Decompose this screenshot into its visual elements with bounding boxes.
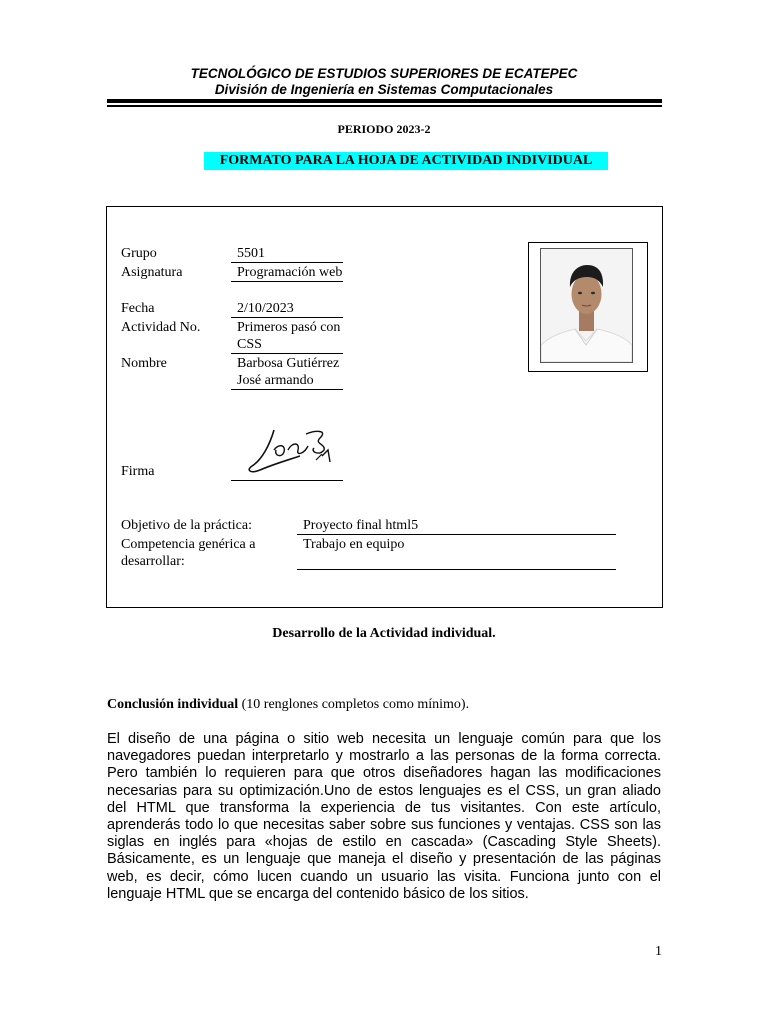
objetivo-value: Proyecto final html5	[297, 517, 616, 535]
conclusion-heading	[107, 697, 469, 713]
objetivo-label: Objetivo de la práctica:	[121, 518, 252, 533]
student-photo-icon	[540, 248, 633, 363]
institution-name: TECNOLÓGICO DE ESTUDIOS SUPERIORES DE ECATEPEC	[190, 66, 578, 81]
header-rule-thick	[107, 99, 662, 103]
competencia-value: Trabajo en equipo	[297, 536, 616, 570]
actividad-value: Primeros pasó con CSS	[231, 319, 343, 354]
actividad-label: Actividad No.	[121, 320, 201, 335]
nombre-label: Nombre	[121, 356, 167, 371]
fecha-label: Fecha	[121, 301, 155, 316]
grupo-value: 5501	[231, 245, 343, 263]
fecha-value: 2/10/2023	[231, 300, 343, 318]
division-name: División de Ingeniería en Sistemas Computacionales	[214, 82, 554, 97]
conclusion-paragraph: El diseño de una página o sitio web necesita un lenguaje común para que los navegadores puedan interpretarlo y mostrarlo a las personas de la forma correcta. Pero también lo requieren para que otros diseñadores hagan las modificaciones necesarias para su optimización.Uno de estos lenguajes es el CSS, un gran aliado del HTML que transforma la experiencia de tus visitantes. Con este artículo, aprenderás todo lo que necesitas saber sobre sus funciones y ventajas. CSS son las siglas en inglés para «hojas de estilo en cascada» (Cascading Style Sheets). Básicamente, es un lenguaje que maneja el diseño y presentación de las páginas web, es decir, cómo lucen cuando un usuario las visita. Funciona junto con el lenguaje HTML que se encarga del contenido básico de los sitios.	[107, 731, 661, 902]
asignatura-value: Programación web	[231, 264, 343, 282]
conclusion-label: Conclusión individual	[107, 697, 239, 712]
page-number: 1	[655, 944, 662, 959]
header-rule-thin	[107, 105, 662, 107]
grupo-label: Grupo	[121, 246, 157, 261]
competencia-label: Competencia genérica a desarrollar:	[121, 537, 256, 569]
conclusion-note: (10 renglones completos como mínimo).	[238, 697, 470, 712]
asignatura-label: Asignatura	[121, 265, 183, 280]
nombre-value: Barbosa Gutiérrez José armando	[231, 355, 343, 390]
desarrollo-title: Desarrollo de la Actividad individual.	[272, 626, 496, 641]
firma-label: Firma	[121, 464, 155, 479]
firma-line	[231, 463, 343, 481]
periodo-label: PERIODO 2023-2	[337, 122, 431, 136]
format-title: FORMATO PARA LA HOJA DE ACTIVIDAD INDIVIDUAL	[204, 152, 608, 170]
